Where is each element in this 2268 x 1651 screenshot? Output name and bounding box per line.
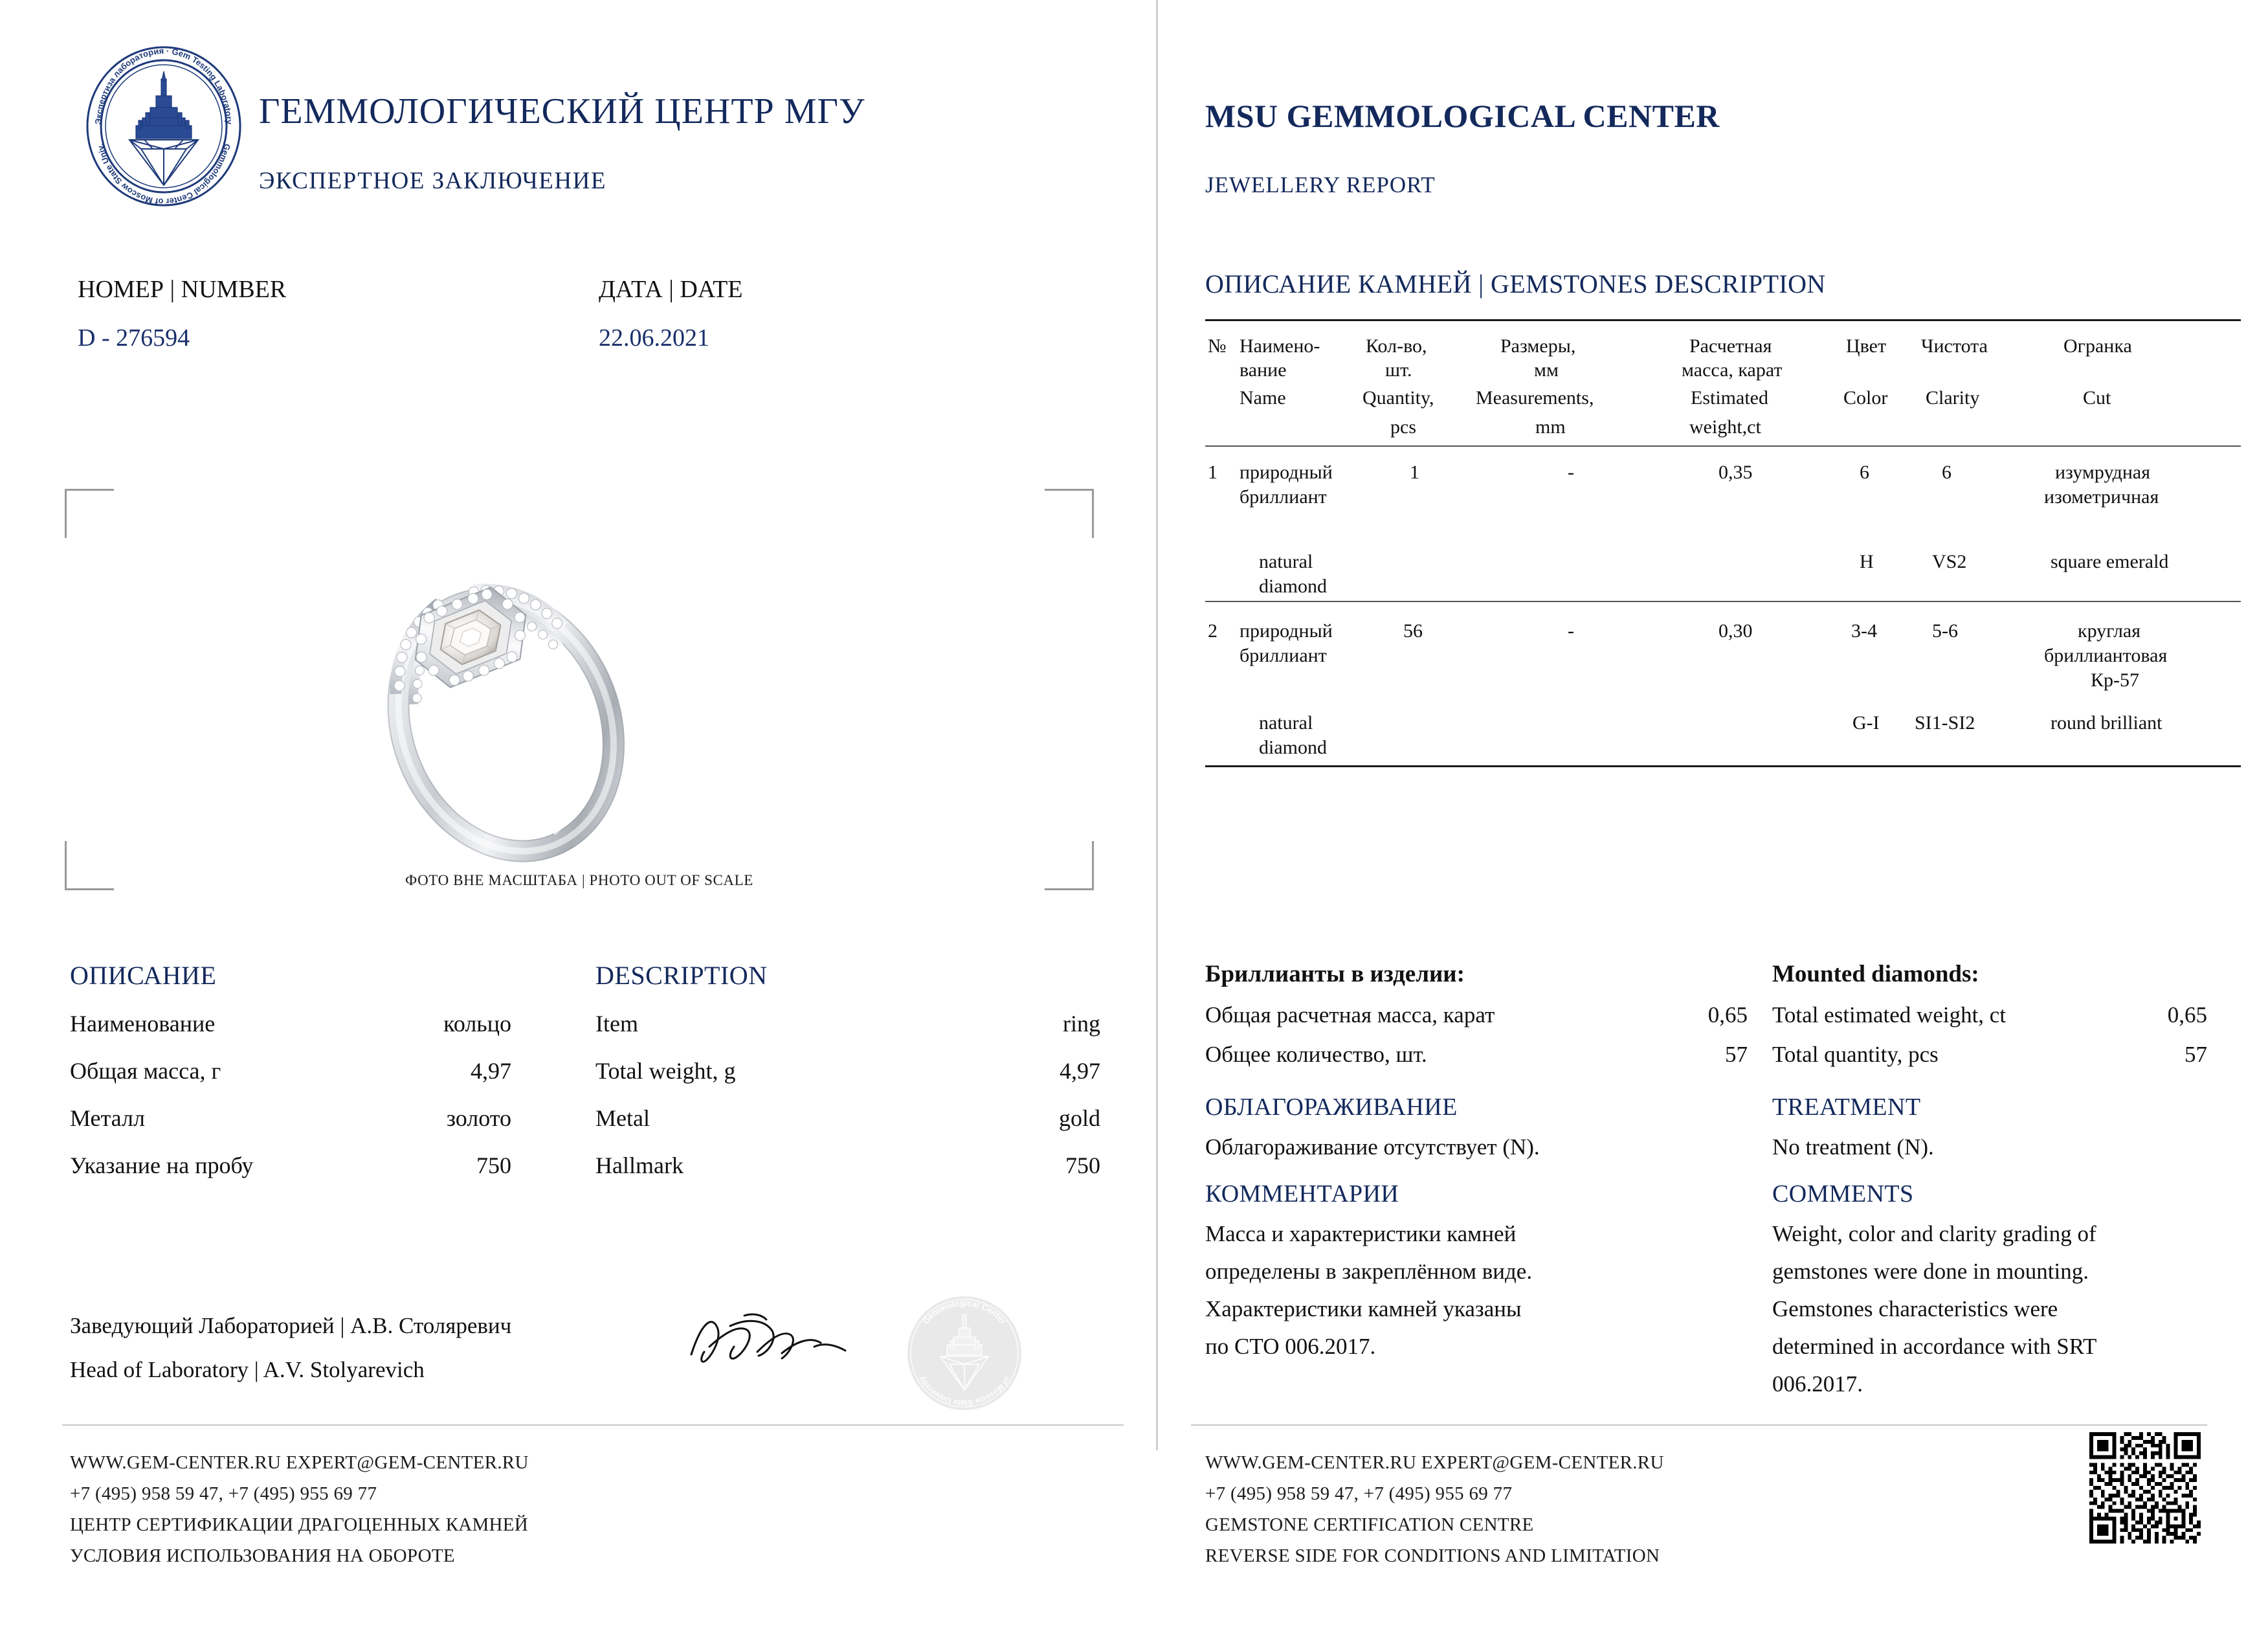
- date-label: ДАТА | DATE: [599, 276, 743, 303]
- mounted-label-en-0: Total estimated weight, ct: [1772, 1002, 2007, 1028]
- td-r2-meas: -: [1568, 620, 1574, 642]
- photo-frame: [65, 489, 1094, 890]
- treatment-text-ru: Облагораживание отсутствует (N).: [1205, 1134, 1540, 1160]
- th-name-ru1: Наимено-: [1240, 335, 1320, 357]
- th-qty-ru1: Кол-во,: [1366, 335, 1427, 357]
- th-cut-en: Cut: [2083, 387, 2111, 409]
- td-r2-weight: 0,30: [1718, 620, 1753, 642]
- mounted-label-ru-0: Общая расчетная масса, карат: [1205, 1002, 1495, 1028]
- diamond-ring-photo: [320, 520, 683, 870]
- desc-value-ru-3: 750: [476, 1152, 511, 1178]
- comments-line-en-4: 006.2017.: [1772, 1371, 1863, 1397]
- number-value: D - 276594: [78, 324, 190, 352]
- desc-label-ru-3: Указание на пробу: [70, 1152, 254, 1178]
- footer-right-line-2: GEMSTONE CERTIFICATION CENTRE: [1205, 1514, 1534, 1535]
- th-name-ru2: вание: [1240, 359, 1287, 381]
- mounted-label-ru-1: Общее количество, шт.: [1205, 1042, 1427, 1067]
- td-r1-weight: 0,35: [1718, 462, 1753, 483]
- footer-left-line-1: +7 (495) 958 59 47, +7 (495) 955 69 77: [70, 1483, 377, 1504]
- td-r2-name-en1: natural: [1259, 712, 1313, 734]
- comments-line-ru-0: Масса и характеристики камней: [1205, 1221, 1517, 1246]
- desc-value-en-0: ring: [1063, 1011, 1100, 1037]
- th-color-ru: Цвет: [1846, 335, 1887, 357]
- th-weight-en2: weight,ct: [1689, 416, 1761, 438]
- td-r2-color-ru: 3-4: [1851, 620, 1877, 642]
- treatment-heading-ru: ОБЛАГОРАЖИВАНИЕ: [1205, 1094, 1458, 1121]
- treatment-heading-en: TREATMENT: [1772, 1094, 1921, 1121]
- td-r1-clarity-en: VS2: [1932, 551, 1967, 572]
- td-r1-cut-en: square emerald: [2051, 551, 2169, 572]
- number-label: НОМЕР | NUMBER: [78, 276, 287, 303]
- desc-label-ru-1: Общая масса, г: [70, 1058, 221, 1084]
- comments-line-ru-2: Характеристики камней указаны: [1205, 1296, 1522, 1321]
- comments-line-ru-3: по СТО 006.2017.: [1205, 1334, 1376, 1359]
- vertical-divider: [1156, 0, 1158, 1450]
- td-r1-qty: 1: [1410, 462, 1419, 483]
- footer-left-line-2: ЦЕНТР СЕРТИФИКАЦИИ ДРАГОЦЕННЫХ КАМНЕЙ: [70, 1514, 529, 1535]
- desc-value-en-2: gold: [1058, 1105, 1100, 1131]
- page-subtitle-en: JEWELLERY REPORT: [1205, 172, 1436, 197]
- th-meas-ru1: Размеры,: [1500, 335, 1576, 357]
- treatment-text-en: No treatment (N).: [1772, 1134, 1934, 1160]
- td-r1-name-en2: diamond: [1259, 576, 1327, 597]
- footer-left-line-0: WWW.GEM-CENTER.RU EXPERT@GEM-CENTER.RU: [70, 1452, 529, 1473]
- td-r1-color-en: H: [1860, 551, 1874, 572]
- td-r2-cut-ru2: бриллиантовая: [2044, 645, 2168, 666]
- th-weight-ru2: масса, карат: [1682, 359, 1783, 381]
- mounted-value-ru-1: 57: [1725, 1042, 1748, 1067]
- desc-label-en-0: Item: [595, 1011, 638, 1037]
- td-r1-cut-ru2: изометричная: [2044, 486, 2159, 508]
- mounted-value-en-0: 0,65: [2167, 1002, 2207, 1028]
- td-r2-cut-en: round brilliant: [2051, 712, 2162, 734]
- th-weight-ru1: Расчетная: [1689, 335, 1772, 357]
- svg-text:Gemmological Center of Moscow: Gemmological Center of Moscow State Univ.: [94, 142, 233, 207]
- description-heading-en: DESCRIPTION: [595, 961, 768, 990]
- desc-value-en-1: 4,97: [1060, 1058, 1100, 1084]
- td-r1-name-ru1: природный: [1240, 462, 1333, 483]
- th-weight-en: Estimated: [1691, 387, 1768, 409]
- page-title-en: MSU GEMMOLOGICAL CENTER: [1205, 98, 1720, 134]
- footer-right-line-3: REVERSE SIDE FOR CONDITIONS AND LIMITATION: [1205, 1545, 1660, 1566]
- footer-divider-right: [1191, 1424, 2207, 1426]
- comments-line-en-1: gemstones were done in mounting.: [1772, 1259, 2089, 1284]
- th-num: №: [1208, 335, 1227, 357]
- gemstones-description-heading: ОПИСАНИЕ КАМНЕЙ | GEMSTONES DESCRIPTION: [1205, 269, 1826, 298]
- signature-line-ru: Заведующий Лабораторией | А.В. Столяревич: [70, 1313, 512, 1338]
- comments-line-ru-1: определены в закреплённом виде.: [1205, 1259, 1533, 1284]
- mounted-heading-ru: Бриллианты в изделии:: [1205, 961, 1465, 987]
- desc-value-en-3: 750: [1065, 1152, 1100, 1178]
- signature-line-en: Head of Laboratory | A.V. Stolyarevich: [70, 1357, 425, 1382]
- td-r1-cut-ru1: изумрудная: [2055, 462, 2151, 483]
- th-clarity-en: Clarity: [1926, 387, 1980, 409]
- desc-label-en-1: Total weight, g: [595, 1058, 736, 1084]
- handwritten-signature: [685, 1307, 853, 1384]
- td-r2-num: 2: [1208, 620, 1217, 642]
- mounted-heading-en: Mounted diamonds:: [1772, 961, 1979, 987]
- th-clarity-ru: Чистота: [1921, 335, 1988, 357]
- comments-heading-ru: КОММЕНТАРИИ: [1205, 1180, 1399, 1207]
- mounted-value-ru-0: 0,65: [1707, 1002, 1748, 1028]
- td-r2-name-ru2: бриллиант: [1240, 645, 1327, 666]
- desc-label-en-3: Hallmark: [595, 1152, 684, 1178]
- table-rule-header-bottom: [1205, 445, 2241, 447]
- th-cut-ru: Огранка: [2063, 335, 2132, 357]
- crop-mark-top-right: [1045, 489, 1094, 538]
- comments-line-en-2: Gemstones characteristics were: [1772, 1296, 2058, 1321]
- td-r1-clarity-ru: 6: [1942, 462, 1951, 483]
- desc-label-en-2: Metal: [595, 1105, 650, 1131]
- th-qty-en2: pcs: [1390, 416, 1416, 438]
- td-r1-name-en1: natural: [1259, 551, 1313, 572]
- comments-line-en-0: Weight, color and clarity grading of: [1772, 1221, 2096, 1246]
- th-color-en: Color: [1843, 387, 1888, 409]
- photo-caption: ФОТО ВНЕ МАСШТАБА | PHOTO OUT OF SCALE: [405, 872, 753, 888]
- td-r1-name-ru2: бриллиант: [1240, 486, 1327, 508]
- page-title-ru: ГЕММОЛОГИЧЕСКИЙ ЦЕНТР МГУ: [259, 91, 865, 131]
- mounted-value-en-1: 57: [2185, 1042, 2207, 1067]
- td-r2-qty: 56: [1403, 620, 1423, 642]
- msu-gemmological-center-seal-icon: [83, 45, 245, 207]
- td-r2-cut-ru3: Кр-57: [2091, 669, 2139, 691]
- th-qty-ru2: шт.: [1385, 359, 1412, 381]
- footer-left-line-3: УСЛОВИЯ ИСПОЛЬЗОВАНИЯ НА ОБОРОТЕ: [70, 1545, 455, 1566]
- desc-label-ru-0: Наименование: [70, 1011, 216, 1037]
- crop-mark-top-left: [65, 489, 114, 538]
- td-r1-num: 1: [1208, 462, 1217, 483]
- th-meas-en2: mm: [1535, 416, 1566, 438]
- th-meas-en: Measurements,: [1476, 387, 1594, 409]
- description-heading-ru: ОПИСАНИЕ: [70, 961, 217, 990]
- th-meas-ru2: мм: [1534, 359, 1559, 381]
- svg-text:of Moscow State University: of Moscow State University: [917, 1375, 1012, 1408]
- page-subtitle-ru: ЭКСПЕРТНОЕ ЗАКЛЮЧЕНИЕ: [259, 168, 606, 194]
- footer-right-line-0: WWW.GEM-CENTER.RU EXPERT@GEM-CENTER.RU: [1205, 1452, 1664, 1473]
- qr-code[interactable]: [2089, 1432, 2201, 1544]
- footer-divider-left: [62, 1424, 1124, 1426]
- th-name-en: Name: [1240, 387, 1286, 409]
- td-r2-cut-ru1: круглая: [2078, 620, 2141, 642]
- footer-right-line-1: +7 (495) 958 59 47, +7 (495) 955 69 77: [1205, 1483, 1513, 1504]
- svg-text:Экспертиза лаборатория · Gem T: Экспертиза лаборатория · Gem Testing Laboratory: [93, 45, 235, 125]
- desc-value-ru-0: кольцо: [443, 1011, 511, 1037]
- svg-text:Gemmological Center: Gemmological Center: [920, 1297, 1008, 1326]
- table-rule-row1-bottom: [1205, 601, 2241, 602]
- td-r2-name-en2: diamond: [1259, 737, 1327, 758]
- desc-value-ru-2: золото: [446, 1105, 511, 1131]
- table-rule-bottom: [1205, 765, 2241, 767]
- desc-label-ru-2: Металл: [70, 1105, 145, 1131]
- td-r2-color-en: G-I: [1852, 712, 1880, 734]
- table-rule-top: [1205, 319, 2241, 321]
- td-r2-clarity-ru: 5-6: [1932, 620, 1958, 642]
- td-r2-name-ru1: природный: [1240, 620, 1333, 642]
- td-r1-meas: -: [1568, 462, 1574, 483]
- th-qty-en: Quantity,: [1362, 387, 1434, 409]
- td-r1-color-ru: 6: [1860, 462, 1869, 483]
- comments-line-en-3: determined in accordance with SRT: [1772, 1334, 2097, 1359]
- td-r2-clarity-en: SI1-SI2: [1915, 712, 1975, 734]
- date-value: 22.06.2021: [599, 324, 709, 352]
- desc-value-ru-1: 4,97: [471, 1058, 511, 1084]
- embossed-seal-icon: [903, 1292, 1026, 1415]
- mounted-label-en-1: Total quantity, pcs: [1772, 1042, 1939, 1067]
- comments-heading-en: COMMENTS: [1772, 1180, 1914, 1207]
